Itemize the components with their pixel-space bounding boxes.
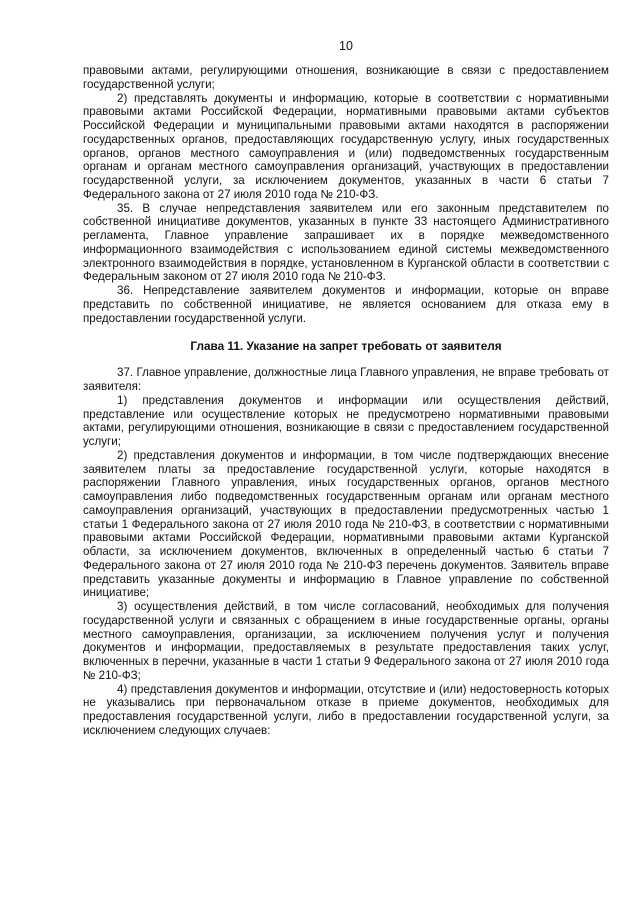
page-number: 10 [339, 39, 353, 53]
paragraph-37: 37. Главное управление, должностные лица Главного управления, не вправе требовать от заявителя: [83, 366, 609, 393]
chapter-title: Глава 11. Указание на запрет требовать от заявителя [190, 339, 502, 354]
paragraph-37-item-2: 2) представления документов и информации, в том числе подтверждающих внесение заявителем платы за предоставление государственной услуги, которые находятся в распоряжении Главного управления, иных государственных органов, органов местного самоуправления либо подведомственных государственным органам или органам местного самоуправления организаций, участвующих в предоставлении предусмотренных частью 1 статьи 1 Федерального закона от 27 июля 2010 года № 210-ФЗ, в соответствии с нормативными правовыми актами Российской Федерации, нормативными правовыми актами Курганской области, за исключением документов, включенных в определенный частью 6 статьи 7 Федерального закона от 27 июля 2010 года № 210-ФЗ перечень документов. Заявитель вправе представить указанные документы и информацию в Главное управление по собственной инициативе; [83, 448, 609, 600]
document-page [83, 38, 609, 738]
paragraph-37-item-3: 3) осуществления действий, в том числе согласований, необходимых для получения государственной услуги и связанных с обращением в иные государственные органы, органы местного самоуправления, организации, за исключением получения услуг и получения документов и информации, предоставляемых в результате предоставления таких услуг, включенных в перечни, указанные в части 1 статьи 9 Федерального закона от 27 июля 2010 года № 210-ФЗ; [83, 600, 609, 682]
paragraph-37-item-4: 4) представления документов и информации, отсутствие и (или) недостоверность которых не указывались при первоначальном отказе в приеме документов, необходимых для предоставления государственной услуги, либо в предоставлении государственной услуги, за исключением следующих случаев: [83, 682, 609, 737]
paragraph-35: 35. В случае непредставления заявителем или его законным представителем по собственной инициативе документов, указанных в пункте 33 настоящего Административного регламента, Главное управление запрашивает их в порядке межведомственного информационного взаимодействия с использованием единой системы межведомственного электронного взаимодействия в порядке, установленном в Курганской области в соответствии с Федеральным законом от 27 июля 2010 года № 210-ФЗ. [83, 201, 609, 284]
paragraph-item-2: 2) представлять документы и информацию, которые в соответствии с нормативными правовыми актами Российской Федерации, нормативными правовыми актами субъектов Российской Федерации и муниципальными правовыми актами находятся в распоряжении государственных органов, предоставляющих государственную услугу, иных государственных органов, органов местного самоуправления и (или) подведомственных государственным органам и органам местного самоуправления организаций, участвующих в предоставлении государственной услуги, за исключением документов, указанных в части 6 статьи 7 Федерального закона от 27 июля 2010 года № 210-ФЗ. [83, 91, 609, 201]
paragraph-36: 36. Непредставление заявителем документов и информации, которые он вправе представить по собственной инициативе, не является основанием для отказа ему в предоставлении государственной услуги. [83, 284, 609, 325]
paragraph-37-item-1: 1) представления документов и информации или осуществления действий, представление или осуществление которых не предусмотрено нормативными правовыми актами, регулирующими отношения, возникающие в связи с предоставлением государственной услуги; [83, 393, 609, 448]
paragraph-continuation: правовыми актами, регулирующими отношения, возникающие в связи с предоставлением государственной услуги; [83, 64, 609, 91]
